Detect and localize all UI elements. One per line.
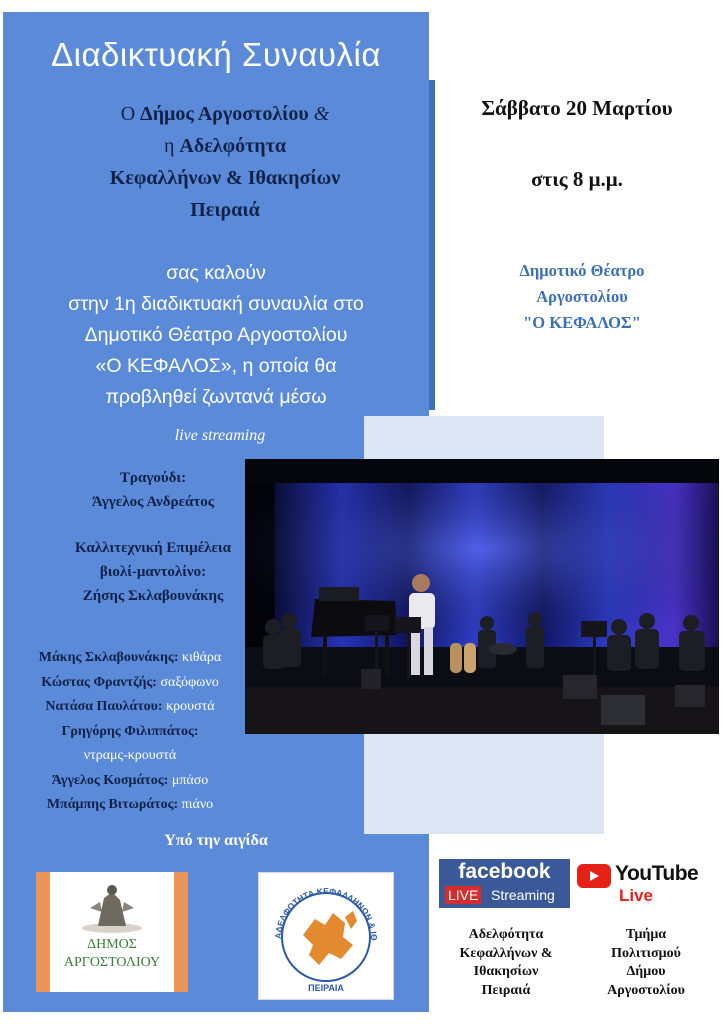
instrument-label: βιολί-μαντολίνο: — [99, 564, 207, 580]
svg-text:ΠΕΙΡΑΙΑ: ΠΕΙΡΑΙΑ — [308, 983, 344, 993]
musician-line: Άγγελος Κοσμάτος: μπάσο — [51, 772, 209, 788]
host-brotherhood: Αδελφότητα — [179, 135, 287, 157]
youtube-organizer: Τμήμα Πολιτισμού Δήμου Αργοστολίου — [607, 927, 685, 998]
musicians-list — [3, 646, 257, 818]
municipality-crest-icon — [50, 878, 174, 938]
musician-line: Μάκης Σκλαβουνάκης: κιθάρα — [38, 650, 222, 665]
svg-text:ΑΔΕΛΦΟΤΗΤΑ ΚΕΦΑΛΛΗΝΩΝ & ΙΘΑΚΗΣ: ΑΔΕΛΦΟΤΗΤΑ ΚΕΦΑΛΛΗΝΩΝ & ΙΘ — [272, 885, 380, 941]
artistic-director-name: Ζήσης Σκλαβουνάκης — [82, 588, 224, 604]
song-label: Τραγούδι: — [119, 470, 187, 486]
live-streaming-note: live streaming — [174, 427, 266, 444]
poster-title: Διαδικτυακή Συναυλία — [51, 36, 381, 73]
facebook-live-badge: facebook LIVE Streaming — [439, 859, 570, 908]
invitation-text: σας καλούν στην 1η διαδικτυακή συναυλία στο Δημοτικό Θέατρο Αργοστολίου «Ο ΚΕΦΑΛΟΣ», η οποία θα προβληθεί ζωντανά μέσω — [68, 262, 364, 408]
event-date: Σάββατο 20 Μαρτίου — [481, 96, 673, 120]
hosts-block: Ο Δήμος Αργοστολίου & η Αδελφότητα Κεφαλλήνων & Ιθακησίων Πειραιά — [109, 103, 341, 221]
concert-stage-illustration — [245, 459, 719, 734]
musician-line: Μπάμπης Βιτωράτος: πιάνο — [46, 797, 214, 812]
musician-line: Κώστας Φραντζής: σαξόφωνο — [41, 674, 219, 690]
aegis-heading: Υπό την αιγίδα — [164, 832, 268, 849]
municipality-logo: ΔΗΜΟΣ ΑΡΓΟΣΤΟΛΙΟΥ — [36, 872, 188, 992]
musician-line: Νατάσα Παυλάτου: κρουστά — [45, 699, 215, 714]
host-municipality: Δήμος Αργοστολίου — [140, 103, 309, 125]
youtube-play-icon — [577, 864, 611, 888]
musician-line: ντραμς-κρουστά — [83, 748, 177, 763]
concert-photo — [245, 459, 719, 734]
panel-shadow — [429, 80, 435, 410]
singer-name: Άγγελος Ανδρεάτος — [91, 494, 215, 510]
youtube-live-badge: YouTube Live — [577, 860, 707, 908]
facebook-organizer: Αδελφότητα Κεφαλλήνων & Ιθακησίων Πειραιά — [459, 927, 553, 998]
brotherhood-logo — [258, 872, 394, 1000]
artistic-direction-label: Καλλιτεχνική Επιμέλεια — [75, 540, 231, 556]
venue-block: Δημοτικό Θέατρο Αργοστολίου "Ο ΚΕΦΑΛΟΣ" — [519, 261, 645, 332]
musician-line: Γρηγόρης Φιλιππάτος: — [61, 723, 199, 739]
kefalonia-map-icon — [259, 873, 393, 999]
event-time: στις 8 μ.μ. — [531, 167, 623, 191]
